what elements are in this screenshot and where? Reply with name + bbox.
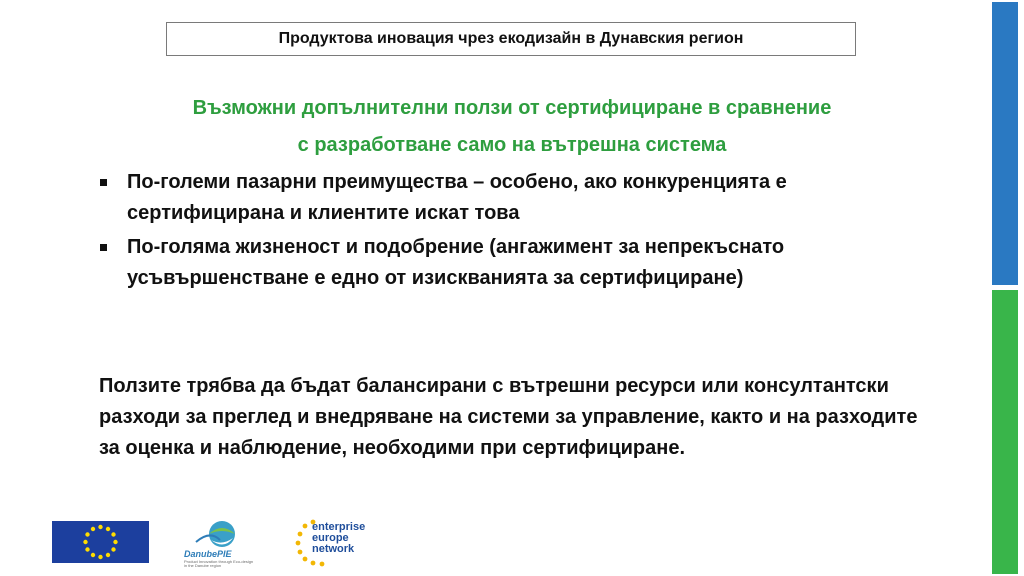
subtitle-line-2: с разработване само на вътрешна система [297, 134, 727, 156]
decor-bar-green [992, 290, 1018, 574]
summary-paragraph: Ползите трябва да бъдат балансирани с вътрешни ресурси или консултантски разходи за преглед и внедряване на системи за управление, както и на разходите за оценка и наблюдение, необходими при сертифициране. [99, 375, 918, 459]
een-line-2: europe [312, 532, 349, 544]
square-bullet-icon [100, 179, 107, 186]
eu-stars-icon [52, 521, 149, 563]
bullet-list [100, 167, 900, 297]
een-line-1: enterprise [312, 521, 366, 533]
een-line-3: network [312, 543, 355, 555]
square-bullet-icon [100, 244, 107, 251]
subtitle-line-1: Възможни допълнителни ползи от сертифициране в сравнение [192, 97, 832, 119]
bullet-item [100, 232, 900, 294]
header-title: Продуктова иновация чрез екодизайн в Дунавския регион [278, 30, 744, 47]
een-wordmark [312, 522, 365, 555]
danubepie-tagline: Product Innovation through Eco-design in the Danube region [184, 559, 254, 568]
bullet-item [100, 167, 900, 229]
bullet-text: По-голяма жизненост и подобрение (ангажимент за непрекъснато усъвършенстване е едно от изискванията за сертифициране) [127, 236, 785, 289]
eu-flag-logo [52, 521, 149, 563]
slide-subtitle [80, 90, 944, 164]
bullet-text: По-големи пазарни преимущества – особено, ако конкуренцията е сертифицирана и клиентите искат това [127, 171, 787, 224]
danubepie-name: DanubePIE [184, 549, 232, 559]
header-title-box [166, 22, 856, 56]
decor-bar-blue [992, 2, 1018, 285]
